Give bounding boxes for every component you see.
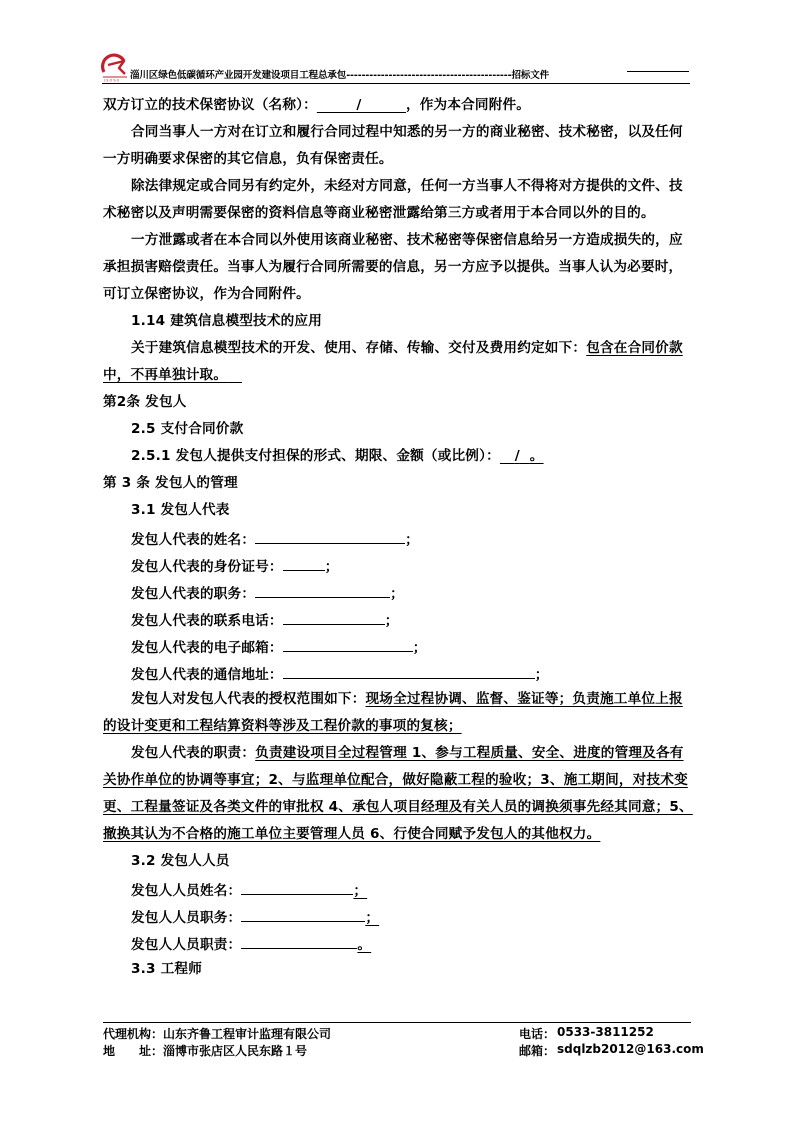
- text-line: 可订立保密协议，作为合同附件。: [103, 286, 310, 302]
- form-field-line: 发包人人员职务： ；: [131, 906, 379, 927]
- text-line: 的设计变更和工程结算资料等涉及工程价款的事项的复核；: [103, 718, 462, 734]
- svg-text:I S O 9 0: I S O 9 0: [104, 78, 119, 82]
- fill-blank: [283, 555, 325, 571]
- text-line: 合同当事人一方对在订立和履行合同过程中知悉的另一方的商业秘密、技术秘密，以及任何: [131, 124, 683, 140]
- text-line: 发包人代表的职责：负责建设项目全过程管理 1、参与工程质量、安全、进度的管理及各有: [131, 745, 684, 761]
- section-heading: 2.5 支付合同价款: [131, 421, 244, 437]
- fill-blank: [283, 609, 385, 625]
- form-field-line: 发包人代表的职务： ；: [131, 582, 404, 603]
- fill-blank: [283, 663, 535, 679]
- fill-blank: [283, 636, 413, 652]
- agency-value: 山东齐鲁工程审计监理有限公司: [163, 1027, 332, 1041]
- fill-blank: [255, 528, 405, 544]
- fill-blank: [255, 582, 390, 598]
- phone-label: 电话：: [519, 1027, 556, 1041]
- article-heading: 第 3 条 发包人的管理: [103, 475, 238, 491]
- header-title: 淄川区绿色低碳循环产业园开发建设项目工程总承包-------------------------------------------招标文件: [130, 70, 550, 81]
- form-field-line: 发包人代表的通信地址： ；: [131, 663, 549, 684]
- company-logo-icon: [100, 52, 130, 82]
- text-line: 一方泄露或者在本合同以外使用该商业秘密、技术秘密等保密信息给另一方造成损失的，应: [131, 232, 683, 248]
- fill-blank: [241, 879, 353, 895]
- text-line: 双方订立的技术保密协议（名称）： / ，作为本合同附件。: [103, 97, 531, 113]
- header-divider: [102, 83, 690, 84]
- form-field-line: 发包人代表的姓名： ；: [131, 528, 419, 549]
- text-line: 中，不再单独计取。: [103, 367, 228, 383]
- article-heading: 第2条 发包人: [103, 394, 187, 410]
- phone-value: 0533-3811252: [557, 1025, 654, 1039]
- text-line: 撤换其认为不合格的施工单位主要管理人员 6、行使合同赋予发包人的其他权力。: [103, 826, 601, 842]
- section-heading: 1.14 建筑信息模型技术的应用: [131, 313, 323, 329]
- page-header: [100, 52, 690, 84]
- footer-divider: [103, 1022, 691, 1023]
- form-field-line: 发包人人员职责： 。: [131, 933, 371, 954]
- form-field-line: 发包人代表的身份证号： ；: [131, 555, 339, 576]
- text-line: 关协作单位的协调等事宜；2、与监理单位配合，做好隐蔽工程的验收；3、施工期间，对技术变: [103, 772, 688, 788]
- address-label: 地 址：: [103, 1044, 164, 1058]
- text-line: 除法律规定或合同另有约定外，未经对方同意，任何一方当事人不得将对方提供的文件、技: [131, 178, 683, 194]
- email-label: 邮箱：: [519, 1044, 556, 1058]
- section-heading: 3.3 工程师: [131, 961, 202, 977]
- section-heading: 3.1 发包人代表: [131, 502, 230, 518]
- fill-blank: [241, 906, 365, 922]
- text-line: 关于建筑信息模型技术的开发、使用、存储、传输、交付及费用约定如下：包含在合同价款: [131, 340, 683, 356]
- form-field-line: 发包人代表的联系电话： ；: [131, 609, 399, 630]
- form-field-line: 发包人人员姓名： ；: [131, 879, 367, 900]
- text-line: 2.5.1 发包人提供支付担保的形式、期限、金额（或比例）： / 。: [131, 448, 544, 464]
- text-line: 承担损害赔偿责任。当事人为履行合同所需要的信息，另一方应予以提供。当事人认为必要时，: [103, 259, 683, 275]
- header-rule: [627, 71, 689, 72]
- agency-label: 代理机构：: [103, 1027, 164, 1041]
- section-heading: 3.2 发包人人员: [131, 853, 230, 869]
- fill-blank: [241, 933, 357, 949]
- email-value: sdqlzb2012@163.com: [557, 1042, 704, 1056]
- text-line: 更、工程量签证及各类文件的审批权 4、承包人项目经理及有关人员的调换须事先经其同意；5、: [103, 799, 693, 815]
- text-line: 发包人对发包人代表的授权范围如下：现场全过程协调、监督、鉴证等；负责施工单位上报: [131, 691, 683, 707]
- form-field-line: 发包人代表的电子邮箱： ；: [131, 636, 427, 657]
- text-line: 术秘密以及声明需要保密的资料信息等商业秘密泄露给第三方或者用于本合同以外的目的。: [103, 205, 655, 221]
- address-value: 淄博市张店区人民东路１号: [163, 1044, 308, 1058]
- text-line: 一方明确要求保密的其它信息，负有保密责任。: [103, 151, 393, 167]
